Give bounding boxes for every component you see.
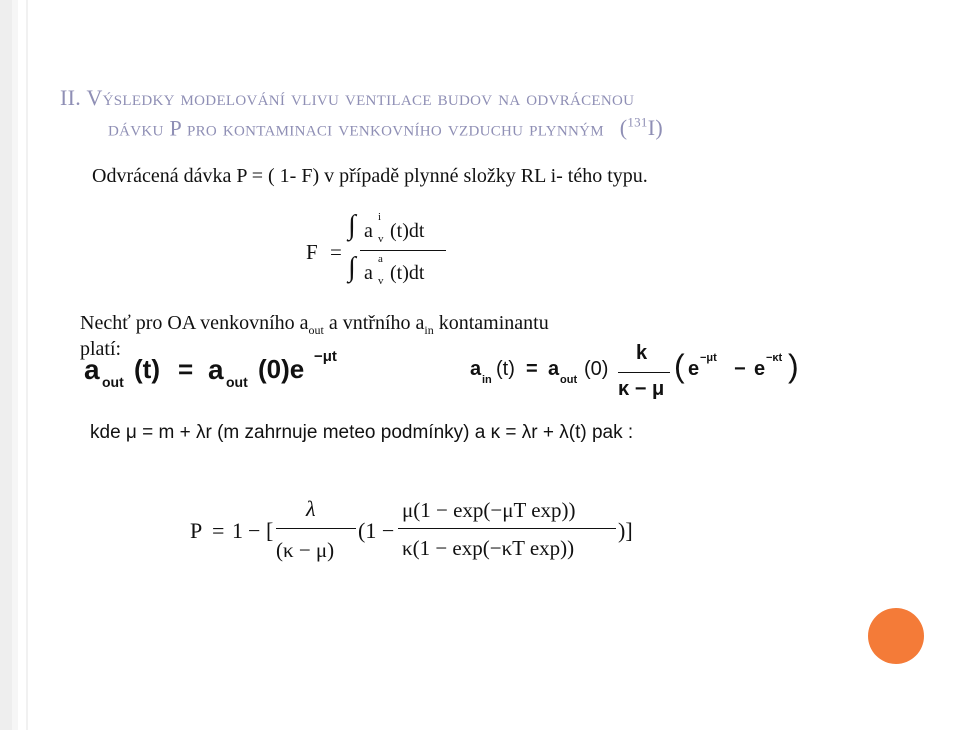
p-close: )] xyxy=(618,518,633,543)
integral-num: ∫ xyxy=(348,210,356,241)
let-c: kontaminantu xyxy=(433,312,549,334)
left-stripe-line xyxy=(26,0,28,730)
title-isotope xyxy=(620,115,663,140)
let-sub-in: in xyxy=(424,323,434,337)
p-frac1-num: λ xyxy=(306,496,316,521)
ain-e1: e xyxy=(688,358,700,380)
formula-p xyxy=(190,494,650,574)
den-sub: v xyxy=(378,275,384,287)
p-frac2-den: κ(1 − exp(−κT exp)) xyxy=(402,536,575,560)
ain-a: a xyxy=(470,358,482,380)
slide-title-line-2 xyxy=(108,115,663,141)
let-b: a vntřního a xyxy=(323,312,425,334)
integral-den: ∫ xyxy=(348,252,356,283)
formula-f xyxy=(300,212,460,292)
ain-frac-num: k xyxy=(636,342,648,364)
aout-zero: (0)e xyxy=(258,354,305,384)
formula-ain xyxy=(470,344,810,408)
ain-e1-exp: −μt xyxy=(700,352,717,364)
p-one: 1 xyxy=(232,518,243,543)
aout-a: a xyxy=(84,354,100,385)
ain-frac-den: κ − μ xyxy=(618,378,665,400)
slide-title-line-1: II. Výsledky modelování vlivu ventilace budov na odvrácenou xyxy=(60,85,635,110)
p-frac2-num: μ(1 − exp(−μT exp)) xyxy=(402,498,576,522)
den-sup: a xyxy=(378,253,383,265)
ain-a2: a xyxy=(548,358,560,380)
let-sub-out: out xyxy=(308,323,324,337)
aout-sub2: out xyxy=(226,374,248,390)
num-sub: v xyxy=(378,233,384,245)
left-stripe xyxy=(0,0,12,730)
aout-sub: out xyxy=(102,374,124,390)
left-stripe-light xyxy=(12,0,18,730)
p-bracket-open: [ xyxy=(266,518,274,543)
formula-f-lhs: F xyxy=(306,240,318,264)
ain-eq: = xyxy=(526,358,538,380)
p-lhs: P xyxy=(190,518,203,543)
let-a: Nechť pro OA venkovního a xyxy=(80,312,309,334)
ain-zero: (0) xyxy=(584,358,609,380)
p-minus: − xyxy=(248,518,261,543)
ain-minus: − xyxy=(734,358,746,380)
isotope-close: I) xyxy=(647,115,663,141)
formula-aout xyxy=(84,348,384,396)
ain-t: (t) xyxy=(496,358,515,380)
plati-label: platí: xyxy=(80,338,122,360)
let-line xyxy=(80,312,549,338)
ain-e2-exp: −κt xyxy=(766,352,783,364)
p-frac1-bar xyxy=(276,528,356,529)
isotope-open: ( xyxy=(619,115,628,141)
intro-line: Odvrácená dávka P = ( 1- F) v případě plynné složky RL i- tého typu. xyxy=(92,165,648,187)
formula-f-eq: = xyxy=(330,240,342,264)
ain-paren-close: ) xyxy=(788,348,799,384)
num-tail: (t)dt xyxy=(390,220,425,242)
orange-circle xyxy=(868,608,924,664)
ain-sub: in xyxy=(482,374,492,386)
kde-line: kde μ = m + λr (m zahrnuje meteo podmínky) a κ = λr + λ(t) pak : xyxy=(90,422,634,443)
den-a: a xyxy=(364,262,373,284)
p-paren: (1 − xyxy=(358,518,395,543)
p-eq: = xyxy=(212,518,225,543)
ain-sub2: out xyxy=(560,374,578,386)
ain-paren-open: ( xyxy=(674,348,685,384)
aout-t: (t) xyxy=(134,354,160,384)
fraction-bar xyxy=(360,250,446,251)
title-line-2-text: dávku P pro kontaminaci venkovního vzduchu plynným xyxy=(108,115,604,141)
ain-e2: e xyxy=(754,358,766,380)
p-frac2-bar xyxy=(398,528,616,529)
aout-a2: a xyxy=(208,354,224,385)
ain-frac-bar xyxy=(618,372,670,373)
aout-exp: −μt xyxy=(314,348,337,365)
num-sup: i xyxy=(378,211,382,223)
aout-eq: = xyxy=(178,354,194,384)
p-frac1-den: (κ − μ) xyxy=(276,538,335,562)
isotope-mass: 131 xyxy=(627,115,648,130)
den-tail: (t)dt xyxy=(390,262,425,284)
num-a: a xyxy=(364,220,373,242)
